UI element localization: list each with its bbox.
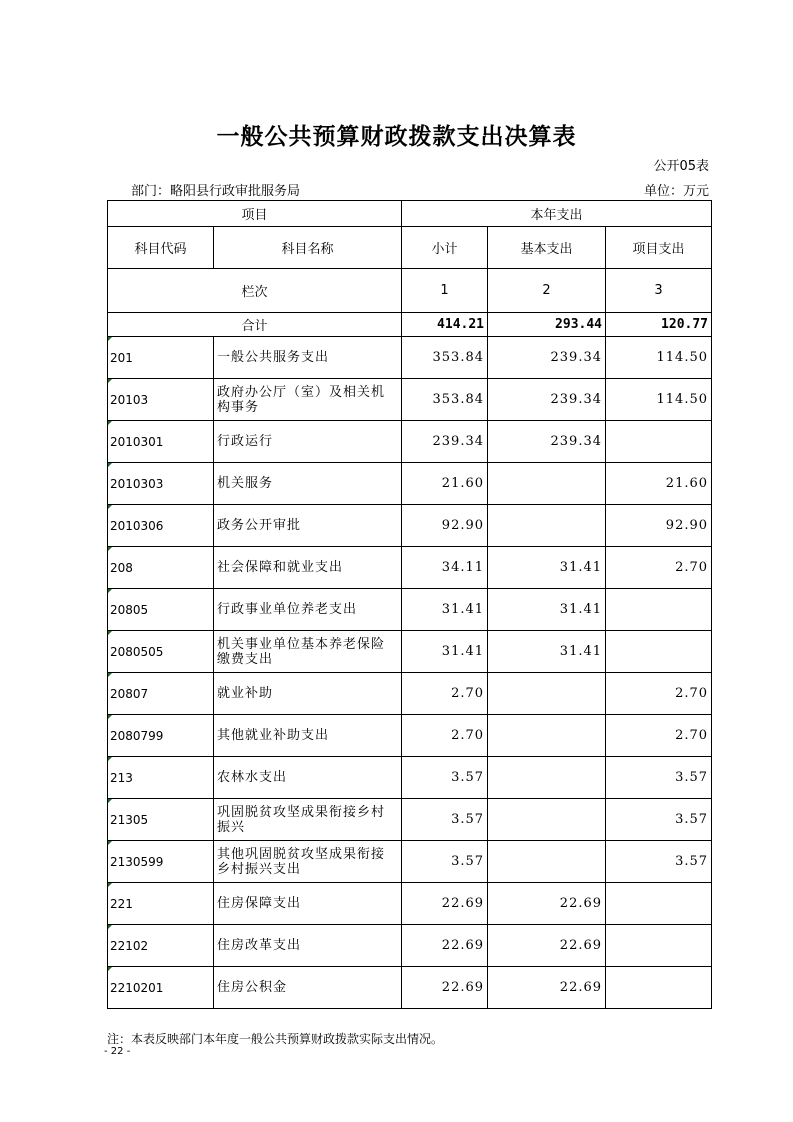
row-name: 行政运行 [214, 421, 402, 463]
page-title: 一般公共预算财政拨款支出决算表 [216, 124, 577, 150]
row-code: 2080505 [108, 631, 214, 673]
total-basic: 293.44 [488, 313, 606, 337]
row-project: 114.50 [606, 337, 712, 379]
row-project: 3.57 [606, 841, 712, 883]
row-subtotal: 353.84 [402, 337, 488, 379]
row-basic [488, 757, 606, 799]
expenditure-table [107, 200, 712, 1009]
row-name: 住房改革支出 [214, 925, 402, 967]
table-row [108, 505, 712, 547]
row-subtotal: 3.57 [402, 799, 488, 841]
row-code: 2080799 [108, 715, 214, 757]
row-subtotal: 22.69 [402, 967, 488, 1009]
row-code: 21305 [108, 799, 214, 841]
row-code: 20805 [108, 589, 214, 631]
column-1: 1 [402, 269, 488, 313]
row-project: 2.70 [606, 715, 712, 757]
table-row [108, 631, 712, 673]
row-project [606, 631, 712, 673]
total-label: 合计 [108, 313, 402, 337]
table-row [108, 673, 712, 715]
row-basic [488, 673, 606, 715]
row-basic [488, 799, 606, 841]
row-name: 一般公共服务支出 [214, 337, 402, 379]
total-row [108, 313, 712, 337]
page-number: - 22 - [104, 1046, 131, 1057]
row-basic: 239.34 [488, 379, 606, 421]
row-code: 2010303 [108, 463, 214, 505]
row-basic: 22.69 [488, 883, 606, 925]
row-name: 政府办公厅（室）及相关机构事务 [214, 379, 402, 421]
row-subtotal: 22.69 [402, 883, 488, 925]
total-subtotal: 414.21 [402, 313, 488, 337]
row-basic: 31.41 [488, 589, 606, 631]
row-code: 2130599 [108, 841, 214, 883]
table-row [108, 841, 712, 883]
header-item: 项目 [108, 201, 402, 227]
row-project: 114.50 [606, 379, 712, 421]
row-subtotal: 22.69 [402, 925, 488, 967]
row-code: 2210201 [108, 967, 214, 1009]
column-3: 3 [606, 269, 712, 313]
row-subtotal: 239.34 [402, 421, 488, 463]
row-basic: 22.69 [488, 925, 606, 967]
row-subtotal: 2.70 [402, 673, 488, 715]
row-code: 20103 [108, 379, 214, 421]
row-project: 2.70 [606, 673, 712, 715]
row-subtotal: 2.70 [402, 715, 488, 757]
column-label: 栏次 [108, 269, 402, 313]
row-name: 机关服务 [214, 463, 402, 505]
table-row [108, 925, 712, 967]
row-project [606, 967, 712, 1009]
table-row [108, 547, 712, 589]
row-name: 机关事业单位基本养老保险缴费支出 [214, 631, 402, 673]
row-subtotal: 21.60 [402, 463, 488, 505]
row-name: 住房公积金 [214, 967, 402, 1009]
row-name: 其他巩固脱贫攻坚成果衔接乡村振兴支出 [214, 841, 402, 883]
row-name: 社会保障和就业支出 [214, 547, 402, 589]
unit-label: 单位：万元 [643, 184, 709, 199]
row-subtotal: 3.57 [402, 757, 488, 799]
row-basic [488, 505, 606, 547]
row-code: 213 [108, 757, 214, 799]
table-row [108, 757, 712, 799]
table-row [108, 463, 712, 505]
table-row [108, 421, 712, 463]
row-project: 2.70 [606, 547, 712, 589]
row-name: 住房保障支出 [214, 883, 402, 925]
header-code: 科目代码 [108, 227, 214, 269]
row-project [606, 589, 712, 631]
row-subtotal: 92.90 [402, 505, 488, 547]
row-name: 巩固脱贫攻坚成果衔接乡村振兴 [214, 799, 402, 841]
row-name: 就业补助 [214, 673, 402, 715]
header-current-year: 本年支出 [402, 201, 712, 227]
header-name: 科目名称 [214, 227, 402, 269]
table-row [108, 799, 712, 841]
row-code: 201 [108, 337, 214, 379]
row-basic: 31.41 [488, 547, 606, 589]
table-row [108, 379, 712, 421]
column-number-row [108, 269, 712, 313]
table-row [108, 337, 712, 379]
table-row [108, 967, 712, 1009]
column-2: 2 [488, 269, 606, 313]
header-row-1 [108, 201, 712, 227]
row-name: 农林水支出 [214, 757, 402, 799]
row-basic: 22.69 [488, 967, 606, 1009]
header-project: 项目支出 [606, 227, 712, 269]
row-basic: 239.34 [488, 337, 606, 379]
row-code: 22102 [108, 925, 214, 967]
row-project: 21.60 [606, 463, 712, 505]
footnote: 注：本表反映部门本年度一般公共预算财政拨款实际支出情况。 [107, 1032, 444, 1046]
header-subtotal: 小计 [402, 227, 488, 269]
row-project [606, 883, 712, 925]
row-name: 其他就业补助支出 [214, 715, 402, 757]
table-row [108, 715, 712, 757]
row-code: 20807 [108, 673, 214, 715]
row-project: 3.57 [606, 757, 712, 799]
row-name: 行政事业单位养老支出 [214, 589, 402, 631]
header-basic: 基本支出 [488, 227, 606, 269]
row-code: 2010306 [108, 505, 214, 547]
row-basic [488, 841, 606, 883]
row-subtotal: 31.41 [402, 589, 488, 631]
header-row-2 [108, 227, 712, 269]
row-basic [488, 463, 606, 505]
row-project [606, 925, 712, 967]
row-code: 2010301 [108, 421, 214, 463]
table-row [108, 883, 712, 925]
table-row [108, 589, 712, 631]
row-code: 208 [108, 547, 214, 589]
department-label: 部门：略阳县行政审批服务局 [131, 184, 301, 199]
form-number: 公开05表 [653, 159, 709, 174]
row-subtotal: 3.57 [402, 841, 488, 883]
total-project: 120.77 [606, 313, 712, 337]
row-code: 221 [108, 883, 214, 925]
row-project: 3.57 [606, 799, 712, 841]
row-project: 92.90 [606, 505, 712, 547]
row-name: 政务公开审批 [214, 505, 402, 547]
row-basic: 239.34 [488, 421, 606, 463]
row-basic: 31.41 [488, 631, 606, 673]
row-subtotal: 34.11 [402, 547, 488, 589]
row-subtotal: 31.41 [402, 631, 488, 673]
row-basic [488, 715, 606, 757]
row-project [606, 421, 712, 463]
row-subtotal: 353.84 [402, 379, 488, 421]
